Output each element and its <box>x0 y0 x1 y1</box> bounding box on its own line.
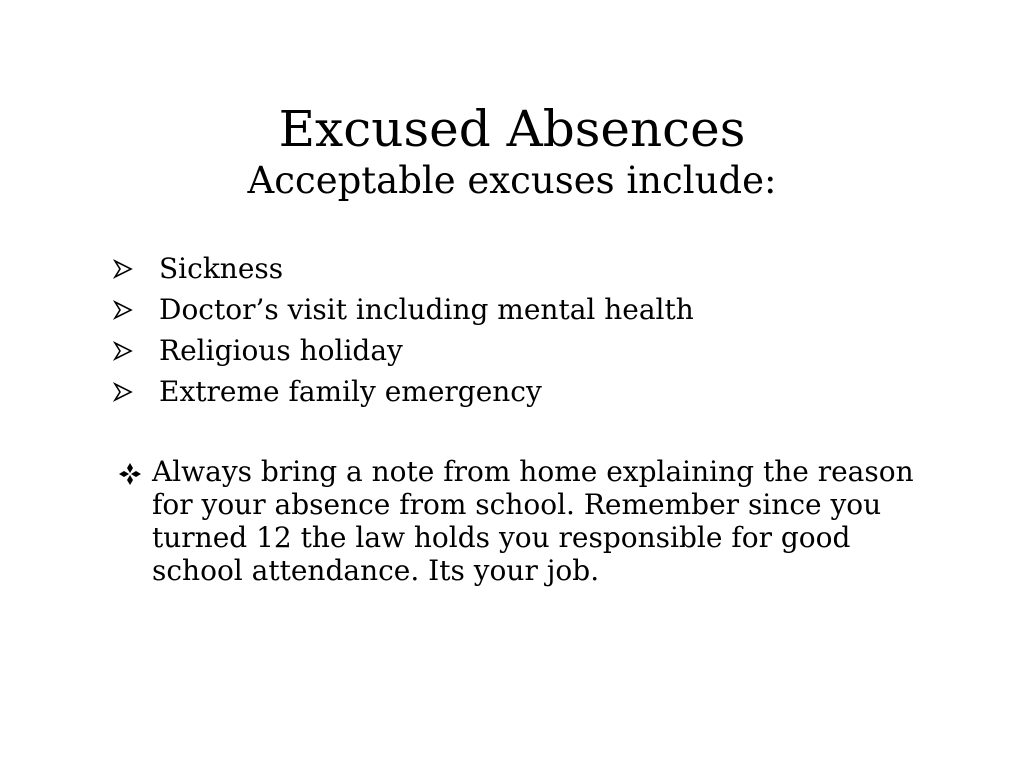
list-item-text: Doctor’s visit including mental health <box>159 293 694 326</box>
excuse-list <box>113 248 694 412</box>
list-item <box>113 330 694 371</box>
arrow-bullet-icon <box>113 341 159 361</box>
note-text: Always bring a note from home explaining the reason for your absence from school. Remember since you turned 12 the law holds you responsible for good school attendance. Its your job. <box>152 455 914 587</box>
attendance-note <box>118 455 938 587</box>
list-item <box>113 371 694 412</box>
list-item-text: Sickness <box>159 252 284 285</box>
list-item-text: Religious holiday <box>159 334 403 367</box>
diamond-bullet-icon <box>118 455 152 587</box>
title-block <box>0 100 1024 204</box>
slide-subtitle: Acceptable excuses include: <box>247 159 777 202</box>
slide-title: Excused Absences <box>278 100 746 158</box>
arrow-bullet-icon <box>113 382 159 402</box>
arrow-bullet-icon <box>113 300 159 320</box>
list-item-text: Extreme family emergency <box>159 375 542 408</box>
arrow-bullet-icon <box>113 259 159 279</box>
list-item <box>113 289 694 330</box>
list-item <box>113 248 694 289</box>
